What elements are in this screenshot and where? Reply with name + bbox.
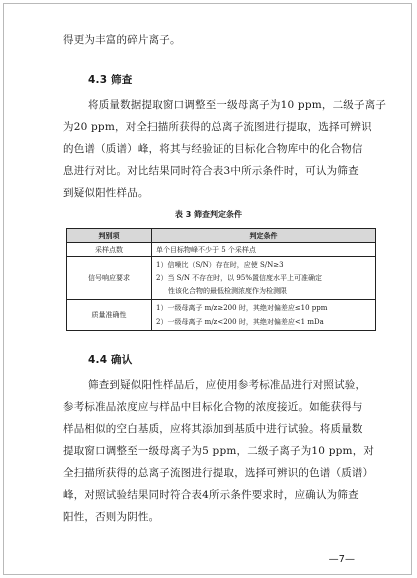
criteria-table [66,228,376,331]
table-row [67,243,376,257]
body-line: 的色谱（质谱）峰，将其与经验证的目标化合物库中的化合物信 [63,143,363,155]
condition-line: 性该化合物的最低检测浓度作为检测限 [168,287,287,295]
table-header-condition: 判定条件 [152,229,376,243]
condition-line: 2）当 S/N 不存在时，以 95%置信度水平上可准确定 [156,274,322,282]
table-cell-item: 质量准确性 [67,300,152,331]
body-line: 阳性，否则为阴性。 [63,511,160,523]
section-heading-4-3: 4.3 筛查 [88,74,133,86]
table-cell-item: 信号响应要求 [67,257,152,300]
body-line: 到疑似阳性样品。 [63,187,149,199]
body-line: 参考标准品浓度应与样品中目标化合物的浓度接近。如能获得与 [63,401,363,413]
condition-line: 1）一级母离子 m/z≥200 时，其绝对偏差应≤10 ppm [156,304,328,312]
body-line: 全扫描所获得的总离子流图进行提取，选择可辨识的色谱（质谱） [63,467,374,479]
body-line: 得更为丰富的碎片离子。 [63,34,181,46]
body-line: 息进行对比。对比结果同时符合表3中所示条件时，可认为筛查 [63,165,359,177]
table-row [67,300,376,331]
body-line: 峰，对照试验结果同时符合表4所示条件要求时，应确认为筛查 [63,489,359,501]
section-heading-4-4: 4.4 确认 [88,354,133,366]
body-line: 将质量数据提取窗口调整至一级母离子为10 ppm，二级子离子 [88,99,387,111]
table-caption: 表 3 筛查判定条件 [174,210,243,219]
body-line: 样品相似的空白基质，应将其添加到基质中进行试验。将质量数 [63,423,363,435]
body-line: 提取窗口调整至一级母离子为5 ppm，二级子离子为10 ppm，对 [63,445,375,457]
condition-line: 2）一级母离子 m/z<200 时，其绝对偏差应<1 mDa [156,318,324,326]
body-line: 为20 ppm，对全扫描所获得的总离子流图进行提取，选择可辨识 [63,121,372,133]
table-cell-condition [152,257,376,300]
table-header-row [67,229,376,243]
body-line: 筛查到疑似阳性样品后，应使用参考标准品进行对照试验， [88,379,367,391]
condition-line: 1）信噪比（S/N）存在时，应使 S/N≥3 [156,261,284,269]
table-row [67,257,376,300]
table-cell-item: 采样点数 [67,243,152,257]
table-header-item: 判别项 [67,229,152,243]
table-cell-condition [152,300,376,331]
page-number: —7— [328,554,355,565]
table-cell-condition: 单个目标物峰不少于 5 个采样点 [152,243,376,257]
